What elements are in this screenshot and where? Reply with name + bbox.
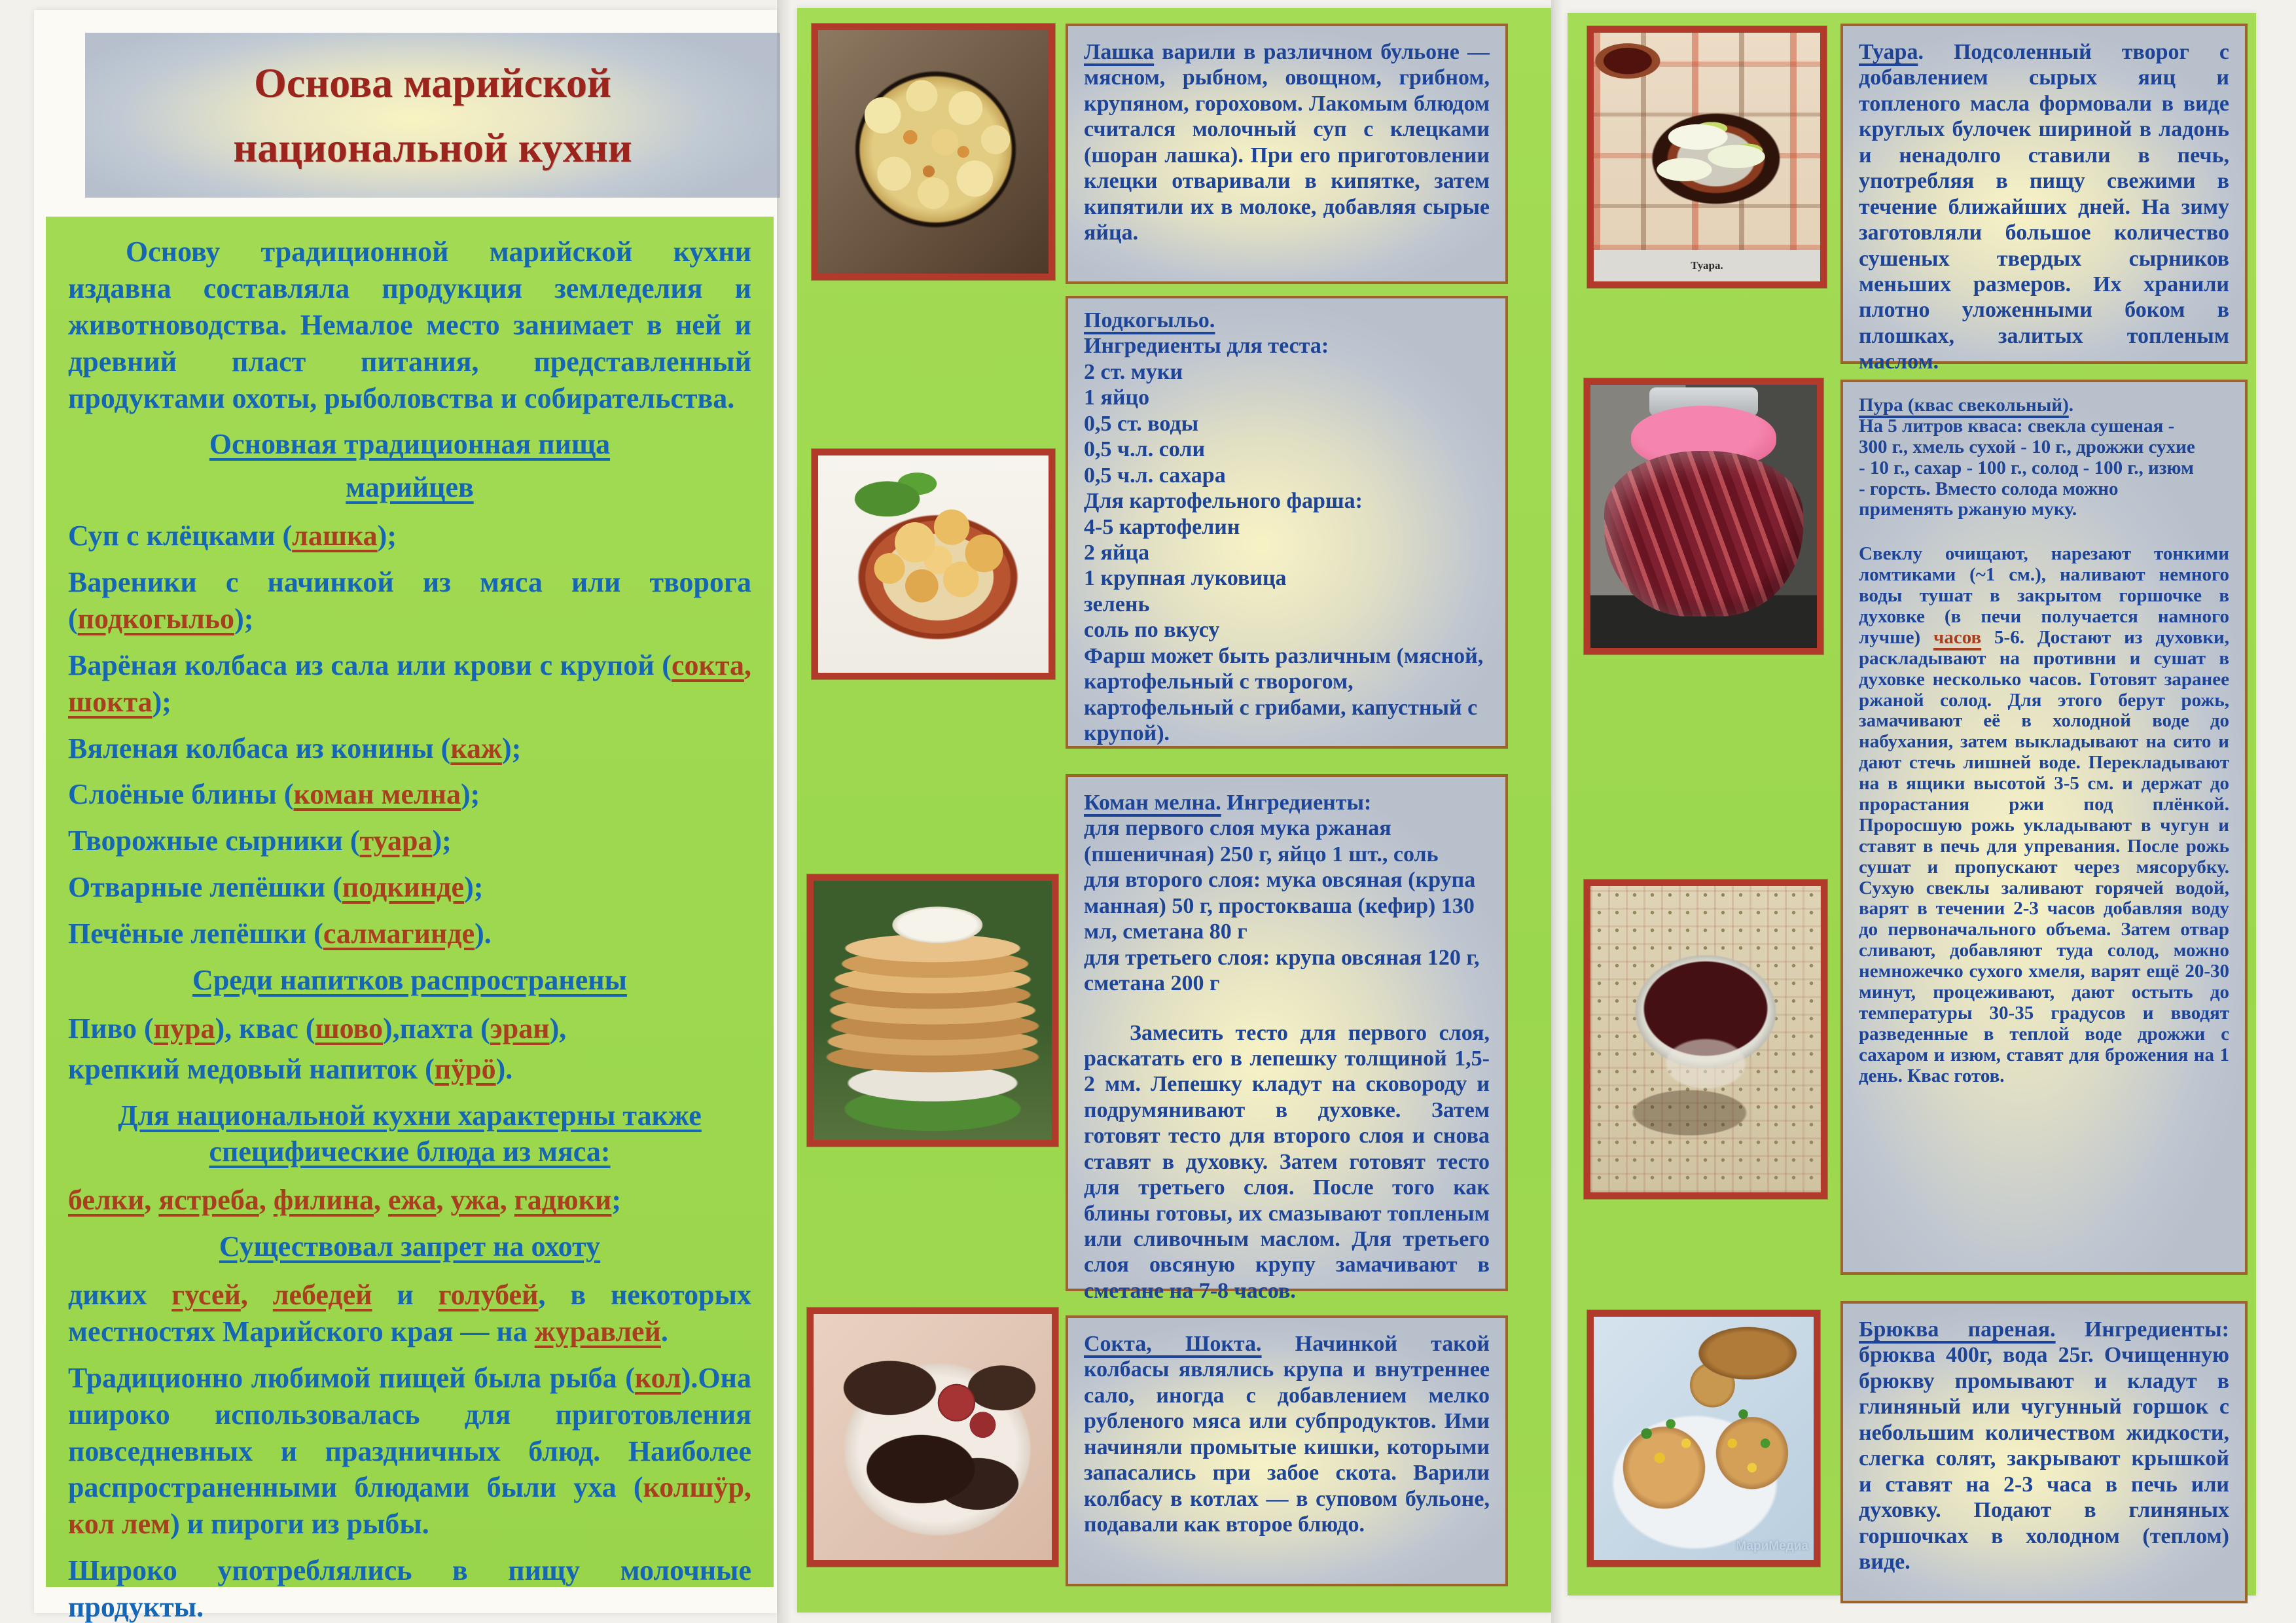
- text-segment: 5-6. Достают из духовки, раскладывают на противни и сушат в духовке несколько часов. Готовят заранее ржаной солод. Для этого берут рожь, замачивают её в холодной воде до набухания, затем выкладывают на сито и дают стечь лишней воде. Перекладывают на в ящики высотой 3-5 см. и держат до прорастания ржи под плёнкой. Проросшую рожь укладывают в чугун и ставят в печь для упревания. После рожь сушат и пропускают через мясорубку. Сухую свеклы заливают горячей водой, варят в течении 2-3 часов добавляя воду до первоначального объема. Затем отвар сливают, добавляют туда солод, можно немножечко сухого хмеля, варят ещё 20-30 минут, процеживают, дают остыть до температуры 30-35 градусов и вводят разведенные в теплой воде дрожжи с сахаром и изюм, ставят для брожения на 1 день. Квас готов.: [1859, 626, 2229, 1086]
- text-segment: ,: [144, 1184, 159, 1217]
- text-segment: .: [660, 1315, 668, 1347]
- text-line: применять ржаную муку.: [1859, 499, 2077, 520]
- text-line: (пшеничная) 250 г, яйцо 1 шт., соль: [1084, 842, 1439, 866]
- text-segment: 1 яйцо: [1084, 385, 1150, 410]
- text-line: [1084, 437, 1490, 462]
- koman-heading: [1084, 790, 1490, 815]
- drinks-line-1: [68, 1010, 751, 1047]
- podkogylo-lines: [1084, 308, 1490, 746]
- photo-tuara-painting: [1587, 26, 1827, 288]
- text-segment: Пиво (: [68, 1012, 154, 1044]
- text-segment: часов: [1933, 626, 1982, 648]
- text-segment: подкогыльо: [77, 602, 235, 635]
- heading-drinks: Среди напитков распространены: [192, 963, 627, 996]
- text-line: [1084, 359, 1490, 385]
- photo-koman-melna-pancakes: [807, 874, 1058, 1147]
- text-segment: диких: [68, 1279, 172, 1311]
- text-segment: крепкий медовый напиток (: [68, 1052, 435, 1085]
- tuara-painting-canvas: [1594, 33, 1820, 250]
- text-segment: );: [234, 602, 254, 635]
- drinks-line-2: [68, 1051, 751, 1088]
- text-line: [1084, 514, 1490, 540]
- intro-paragraph: [68, 234, 751, 416]
- card-bryukva: [1840, 1301, 2248, 1603]
- text-segment: );: [464, 871, 484, 904]
- pura-heading: [1859, 395, 2229, 416]
- text-segment: 0,5 ст. воды: [1084, 411, 1199, 436]
- text-segment: ,: [374, 1184, 389, 1217]
- text-line: - горсть. Вместо солода можно: [1859, 478, 2119, 499]
- text-line: [1084, 669, 1490, 694]
- dairy-paragraph: [68, 1552, 751, 1623]
- dish-item-koman-melna: [68, 776, 751, 813]
- text-line: мл, сметана 80 г: [1084, 919, 1247, 944]
- text-segment: ),: [549, 1012, 567, 1044]
- text-segment: 0,5 ч.л. сахара: [1084, 463, 1226, 488]
- title-line-2: национальной кухни: [233, 124, 632, 171]
- text-segment: Отварные лепёшки (: [68, 871, 342, 904]
- text-segment: гусей: [171, 1279, 241, 1311]
- text-segment: гадюки: [514, 1184, 612, 1217]
- text-segment: ),пахта (: [383, 1012, 490, 1044]
- text-segment: . Подсоленный творог с добавлением сырых яиц и топленого масла формовали в виде круглых булочек шириной в ладонь и ненадолго ставили в печь, употребляя в пищу свежими в течение ближайших дней. На зиму заготовляли большое количество сушеных твердых сырников меньших размеров. Их хранили плотно уложенными боком в плошках, залитых топленым маслом.: [1859, 40, 2229, 374]
- tuara-text: [1859, 39, 2229, 375]
- text-segment: картофельный с творогом,: [1084, 669, 1354, 694]
- card-koman-melna: [1066, 774, 1508, 1303]
- text-segment: Свеклу очищают, нарезают тонкими ломтиками (~1 см.), наливают немного воды тушат в закрытом горшочке в духовке (в печи получается намного лучше): [1859, 543, 2229, 648]
- text-segment: пура: [153, 1012, 215, 1044]
- text-segment: зелень: [1084, 592, 1150, 616]
- text-line: На 5 литров кваса: свекла сушеная -: [1859, 415, 2175, 437]
- text-line: [1084, 540, 1490, 565]
- text-segment: Печёные лепёшки (: [68, 918, 323, 950]
- text-line: для первого слоя мука ржаная: [1084, 816, 1391, 841]
- bryukva-text: [1859, 1317, 2229, 1575]
- text-segment: Вареники с начинкой из мяса или творога (: [68, 566, 751, 635]
- heading-traditional-food-2: марийцев: [346, 471, 474, 504]
- text-segment: Лашка: [1084, 40, 1155, 64]
- text-segment: туара: [359, 825, 433, 857]
- photo-sokta-sausage: [807, 1308, 1058, 1567]
- text-segment: лашка: [292, 520, 378, 552]
- text-line: для второго слоя: мука овсяная (крупа: [1084, 868, 1476, 893]
- text-segment: Ингредиенты:: [1221, 791, 1372, 815]
- text-segment: Подкогыльо.: [1084, 308, 1215, 332]
- text-segment: салмагинде: [323, 918, 475, 950]
- text-segment: ), квас (: [215, 1012, 315, 1044]
- text-segment: Ингредиенты: брюква 400г, вода 25г. Очищенную брюкву промывают и кладут в глиняный или чугунный горшок с небольшим количеством жидкости, слегка солят, закрывают крышкой и ставят на 2-3 часа в печь или духовку. Подают в глиняных горшочках в холодном (теплом) виде.: [1859, 1317, 2229, 1574]
- card-pura: [1840, 380, 2248, 1275]
- text-segment: 4-5 картофелин: [1084, 514, 1240, 539]
- text-segment: ежа: [388, 1184, 437, 1217]
- text-segment: ,: [259, 1184, 274, 1217]
- text-segment: сокта: [671, 649, 744, 681]
- text-segment: Туара: [1859, 40, 1918, 64]
- photo-lashka-soup: [812, 24, 1055, 280]
- text-segment: Пура (квас свекольный): [1859, 395, 2069, 416]
- text-segment: );: [377, 520, 397, 552]
- hunting-paragraph: [68, 1277, 751, 1350]
- text-segment: );: [501, 732, 522, 764]
- text-segment: Творожные сырники (: [68, 825, 360, 857]
- text-segment: соль по вкусу: [1084, 618, 1220, 643]
- text-line: [1084, 617, 1490, 643]
- text-line: [1084, 695, 1490, 721]
- page-fold-left: [777, 0, 797, 1623]
- dish-item-sokta: [68, 647, 751, 721]
- text-line: [1084, 411, 1490, 437]
- text-segment: картофельный с грибами, капустный с: [1084, 695, 1478, 720]
- koman-ingredient-lines: [1084, 815, 1490, 996]
- text-segment: крупой).: [1084, 721, 1170, 745]
- text-segment: и: [372, 1279, 439, 1311]
- title-line-1: Основа марийской: [254, 59, 611, 106]
- text-segment: ,: [240, 1279, 273, 1311]
- text-line: 300 г., хмель сухой - 10 г., дрожжи сухие: [1859, 436, 2195, 457]
- text-segment: Слоёные блины (: [68, 778, 294, 811]
- text-segment: подкинде: [342, 871, 465, 904]
- text-segment: );: [461, 778, 480, 811]
- text-segment: колшӱр, кол лем: [68, 1471, 751, 1541]
- text-segment: Варёная колбаса из сала или крови с крупой (: [68, 649, 672, 681]
- page-fold-right: [1551, 0, 1568, 1623]
- dish-item-podkinde: [68, 869, 751, 906]
- text-segment: пӱрӧ: [434, 1052, 496, 1085]
- text-line: [1084, 643, 1490, 669]
- text-segment: ,: [744, 649, 751, 681]
- text-segment: ).: [475, 918, 492, 950]
- meat-list: [68, 1182, 751, 1219]
- heading-traditional-food: Основная традиционная пища: [209, 428, 611, 461]
- text-segment: белки: [68, 1184, 145, 1217]
- dish-item-kazh: [68, 730, 751, 767]
- text-segment: голубей: [438, 1279, 539, 1311]
- left-content: [46, 217, 774, 1623]
- text-segment: Традиционно любимой пищей была рыба (: [68, 1361, 635, 1394]
- heading-meat-dishes: Для национальной кухни характерны также специфические блюда из мяса:: [118, 1099, 702, 1168]
- text-segment: лебедей: [272, 1279, 372, 1311]
- text-segment: Фарш может быть различным (мясной,: [1084, 643, 1484, 668]
- brochure-title: [85, 33, 780, 198]
- text-segment: );: [432, 825, 452, 857]
- text-segment: Брюква пареная.: [1859, 1317, 2056, 1342]
- text-segment: );: [152, 685, 171, 718]
- text-segment: ) и пироги из рыбы.: [170, 1508, 429, 1541]
- text-line: [1084, 385, 1490, 410]
- lashka-text: [1084, 39, 1490, 246]
- text-segment: 2 яйца: [1084, 540, 1150, 565]
- photo-watermark: МариМедиа: [1736, 1539, 1808, 1553]
- left-page: [34, 10, 777, 1623]
- dish-item-tuara: [68, 823, 751, 859]
- text-line: [1084, 463, 1490, 488]
- text-segment: 0,5 ч.л. соли: [1084, 437, 1206, 462]
- text-segment: Широко употреблялись в пищу молочные продукты.: [68, 1554, 751, 1623]
- tuara-painting-caption: Туара.: [1594, 250, 1820, 281]
- text-segment: коман мелна: [293, 778, 461, 811]
- card-lashka: [1066, 24, 1508, 284]
- card-sokta: [1066, 1315, 1508, 1586]
- heading-hunting-ban: Существовал запрет на охоту: [219, 1230, 601, 1263]
- text-segment: 1 крупная луковица: [1084, 566, 1287, 591]
- dish-item-podkogylo: [68, 564, 751, 637]
- text-segment: Коман мелна.: [1084, 791, 1221, 815]
- pura-method: [1859, 544, 2229, 1086]
- text-segment: Сокта, Шокта.: [1084, 1332, 1262, 1356]
- text-line: сметана 200 г: [1084, 971, 1220, 996]
- text-segment: шово: [315, 1012, 383, 1044]
- fish-paragraph: [68, 1360, 751, 1543]
- text-line: [1084, 488, 1490, 514]
- card-tuara: [1840, 24, 2248, 374]
- text-segment: эран: [490, 1012, 550, 1044]
- text-line: [1084, 565, 1490, 591]
- text-segment: варили в различном бульоне — мясном, рыбном, овощном, грибном, крупяном, гороховом. Лакомым блюдом считался молочный суп с клецками (шоран лашка). При его приготовлении клецки отваривали в кипятке, затем кипятили их в молоке, добавляя сырые яйца.: [1084, 40, 1490, 245]
- dish-item-lashka: [68, 518, 751, 554]
- text-segment: ;: [611, 1184, 622, 1217]
- text-segment: Вяленая колбаса из конины (: [68, 732, 451, 764]
- text-segment: ,: [499, 1184, 514, 1217]
- text-segment: Ингредиенты для теста:: [1084, 334, 1329, 359]
- pura-ingredient-lines: [1859, 416, 2229, 520]
- text-segment: журавлей: [534, 1315, 661, 1347]
- text-segment: Для картофельного фарша:: [1084, 489, 1363, 514]
- text-segment: каж: [450, 732, 502, 764]
- text-line: [1084, 592, 1490, 617]
- photo-podkogylo-dumplings: [812, 449, 1055, 679]
- photo-pura-jar: [1584, 378, 1823, 654]
- text-segment: Основу традиционной марийской кухни издавна составляла продукция земледелия и животноводства. Немалое место занимает в ней и древний пласт питания, представленный продуктами охоты, рыболовства и собирательства.: [68, 236, 751, 414]
- text-segment: .: [2068, 395, 2074, 416]
- text-segment: филина: [273, 1184, 374, 1217]
- text-segment: ).Она широко использовалась для приготовления повседневных и праздничных блюд. Наиболее распространенными блюдами были уха (: [68, 1361, 751, 1504]
- text-segment: кол: [634, 1361, 681, 1394]
- text-segment: 2 ст. муки: [1084, 359, 1183, 384]
- koman-method: Замесить тесто для первого слоя, раскатать его в лепешку толщиной 1,5-2 мм. Лепешку кладут на сковороду и подрумянивают в духовке. Затем готовят тесто для второго слоя и снова ставят в духовку. Затем готовят тесто для третьего слоя. После того как блины готовы, их смазывают топленым или сливочным маслом. Для третьего слоя овсяную крупу замачивают в сметане на 7-8 часов.: [1084, 1020, 1490, 1303]
- photo-bryukva-pots: [1587, 1310, 1820, 1567]
- dish-item-salmaginde: [68, 916, 751, 952]
- text-line: [1084, 721, 1490, 746]
- card-podkogylo: [1066, 296, 1508, 749]
- text-segment: шокта: [68, 685, 152, 718]
- text-segment: ястреба: [158, 1184, 259, 1217]
- text-line: [1084, 308, 1490, 333]
- text-segment: Суп с клёцками (: [68, 520, 293, 552]
- text-line: [1084, 333, 1490, 359]
- jar-beet-body: [1604, 451, 1803, 616]
- text-line: манная) 50 г, простокваша (кефир) 130: [1084, 893, 1475, 918]
- sokta-text: [1084, 1331, 1490, 1538]
- text-segment: Начинкой такой колбасы являлись крупа и внутреннее сало, иногда с добавлением мелко рубленого мяса или субпродуктов. Ими начиняли промытые кишки, которыми запасались при забое скота. Варили колбасу в котлах — в суповом бульоне, подавали как второе блюдо.: [1084, 1332, 1490, 1537]
- text-segment: ,: [436, 1184, 451, 1217]
- text-segment: ужа: [450, 1184, 500, 1217]
- text-line: для третьего слоя: крупа овсяная 120 г,: [1084, 945, 1480, 970]
- photo-pura-drink-bowl: [1584, 880, 1827, 1199]
- text-segment: , в некоторых местностях Марийского края — на: [68, 1279, 751, 1347]
- text-segment: ).: [495, 1052, 513, 1085]
- text-line: - 10 г., сахар - 100 г., солод - 100 г., изюм: [1859, 457, 2194, 478]
